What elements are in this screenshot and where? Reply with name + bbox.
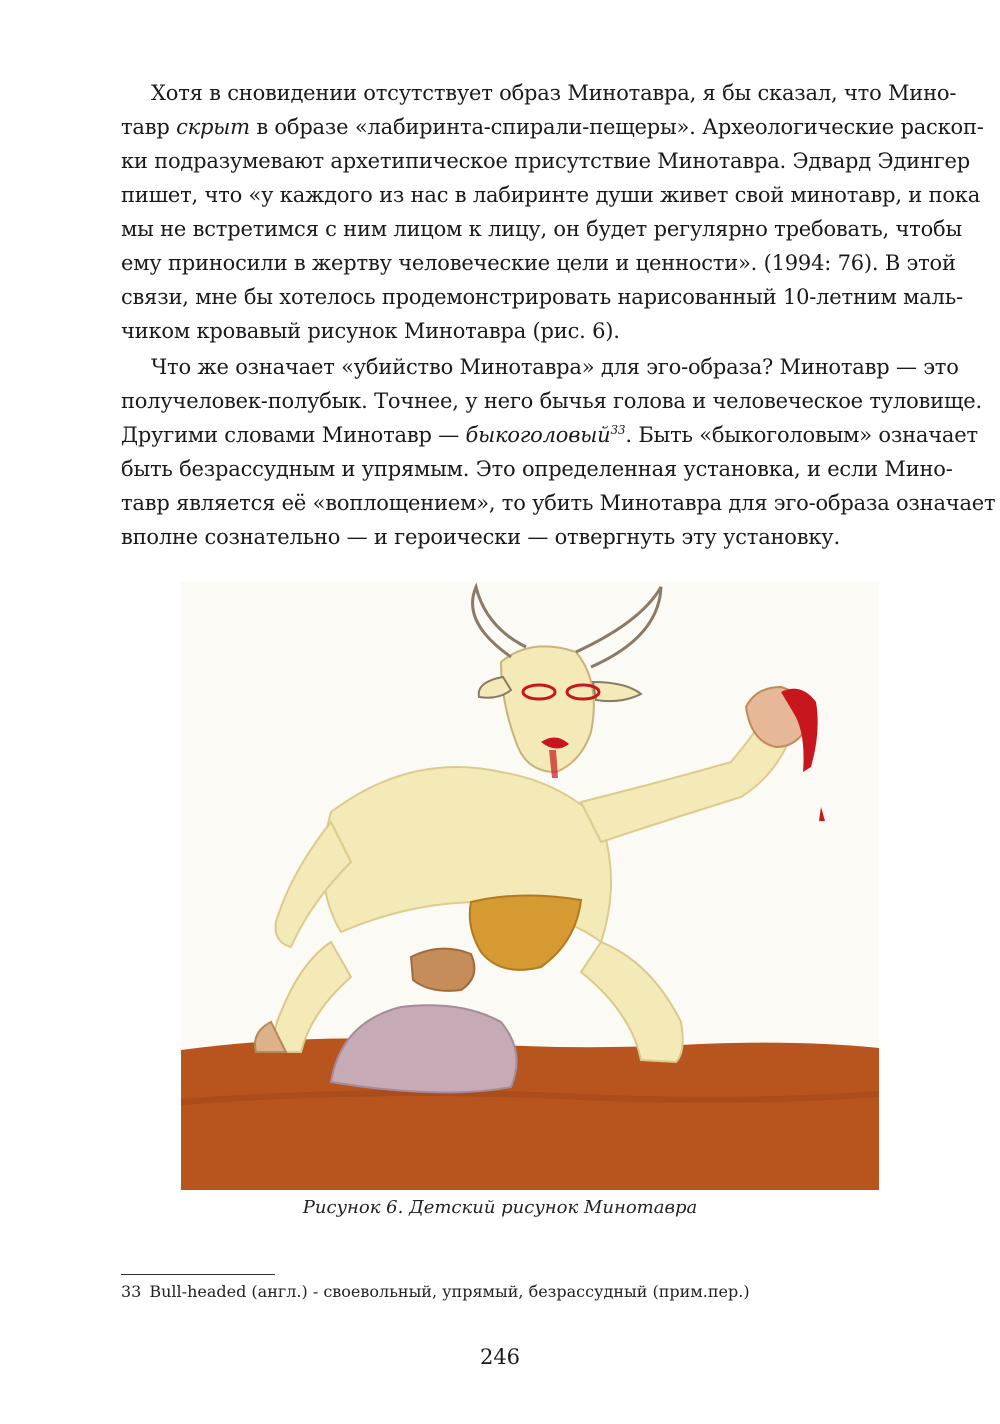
text-line: тавр является её «воплощением», то убить Минотавра для эго-образа означает: [121, 491, 996, 515]
text-line: Что же означает «убийство Минотавра» для эго-образа? Минотавр — это: [151, 355, 959, 379]
text-line: вполне сознательно — и героически — отвергнуть эту установку.: [121, 525, 840, 549]
text-line: связи, мне бы хотелось продемонстрировать нарисованный 10-летним маль-: [121, 285, 963, 309]
footnote-number: 33: [121, 1282, 142, 1301]
text-line: Хотя в сновидении отсутствует образ Минотавра, я бы сказал, что Мино-: [151, 81, 957, 105]
text-line: ки подразумевают архетипическое присутствие Минотавра. Эдвард Эдингер: [121, 149, 970, 173]
footnote-ref: 33: [610, 423, 626, 437]
text-line: Другими словами Минотавр — быкоголовый$^{33}$. Быть «быкоголовым» означает: [121, 423, 978, 447]
text-line: мы не встретимся с ним лицом к лицу, он будет регулярно требовать, чтобы: [121, 217, 962, 241]
footnote-text: Bull-headed (англ.) - своевольный, упрямый, безрассудный (прим.пер.): [149, 1282, 750, 1301]
minotaur-drawing: [181, 582, 879, 1190]
footnote: [121, 1282, 750, 1301]
text-line: быть безрассудным и упрямым. Это определенная установка, и если Мино-: [121, 457, 953, 481]
page-number: 246: [479, 1345, 521, 1369]
text-line: тавр скрыт в образе «лабиринта-спирали-пещеры». Археологические раскоп-: [121, 115, 984, 139]
ground-shape: [181, 1038, 879, 1190]
text-line: чиком кровавый рисунок Минотавра (рис. 6).: [121, 319, 620, 343]
figure-caption: Рисунок 6. Детский рисунок Минотавра: [302, 1197, 698, 1218]
paragraph-2: [121, 350, 996, 554]
footnote-divider: [121, 1274, 275, 1275]
text-line: получеловек-полубык. Точнее, у него бычья голова и человеческое туловище.: [121, 389, 982, 413]
text-line: пишет, что «у каждого из нас в лабиринте души живет свой минотавр, и пока: [121, 183, 981, 207]
text-line: ему приносили в жертву человеческие цели и ценности». (1994: 76). В этой: [121, 251, 956, 275]
paragraph-1: [121, 76, 984, 348]
